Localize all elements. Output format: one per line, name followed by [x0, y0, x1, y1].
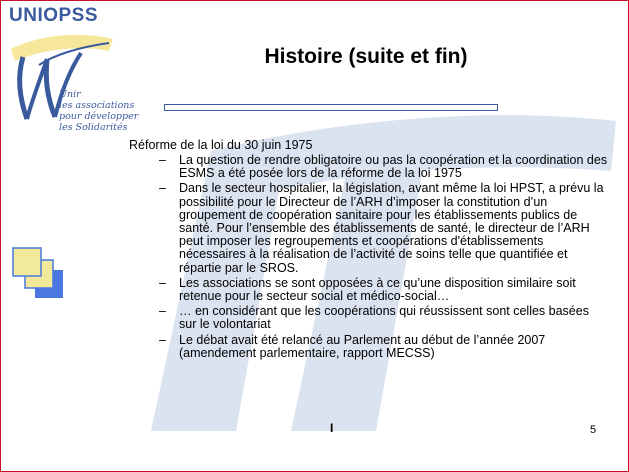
- lead-paragraph: Réforme de la loi du 30 juin 1975: [129, 138, 313, 152]
- bullet-text: … en considérant que les coopérations qui réussissent sont celles basées sur le volontariat: [179, 304, 589, 332]
- bullet-dash: –: [159, 275, 166, 290]
- tagline-line: pour développer: [59, 111, 139, 122]
- page-number: 5: [590, 424, 597, 436]
- bullet-item: [129, 305, 609, 331]
- decorative-squares-icon: [11, 246, 71, 306]
- brand-logo-text: UNIOPSS: [9, 5, 99, 26]
- bullet-item: [129, 334, 609, 360]
- bullet-dash: –: [159, 304, 166, 319]
- tagline-line: les Solidarités: [59, 122, 128, 133]
- bullet-text: Dans le secteur hospitalier, la législation, avant même la loi HPST, a prévu la possibilité pour le Directeur de l’ARH d’imposer la constitution d’un groupement de coopération sanitaire pour les établissements publics de santé. Pour l’ensemble des établissements de santé, le directeur de l’ARH peut imposer les regroupements et coopérations d'établissements nécessaires à la réalisation de l’activité de soins telle que quantifiée et répartie par le SROS.: [179, 181, 604, 275]
- bullet-item: [129, 154, 609, 180]
- bullet-item: [129, 182, 609, 274]
- bullet-dash: –: [159, 332, 166, 347]
- slide-title: Histoire (suite et fin): [264, 45, 468, 68]
- bullet-item: [129, 277, 609, 303]
- tagline-line: les associations: [59, 100, 135, 111]
- bullet-text: La question de rendre obligatoire ou pas la coopération et la coordination des ESMS a été posée lors de la réforme de la loi 1975: [179, 153, 608, 181]
- text-cursor-icon: I: [330, 421, 334, 435]
- bullet-text: Les associations se sont opposées à ce qu’une disposition similaire soit retenue pour le secteur social et médico-social…: [179, 275, 576, 304]
- bullet-text: Le débat avait été relancé au Parlement au début de l’année 2007 (amendement parlementaire, rapport MECSS): [179, 332, 546, 360]
- tagline-line: Unir: [59, 89, 81, 100]
- bullet-dash: –: [159, 153, 166, 167]
- bullet-list: [129, 154, 609, 360]
- title-underline-bar: [164, 104, 498, 111]
- logo-tagline: [59, 89, 139, 133]
- bullet-dash: –: [159, 181, 166, 196]
- slide-body: [129, 138, 609, 362]
